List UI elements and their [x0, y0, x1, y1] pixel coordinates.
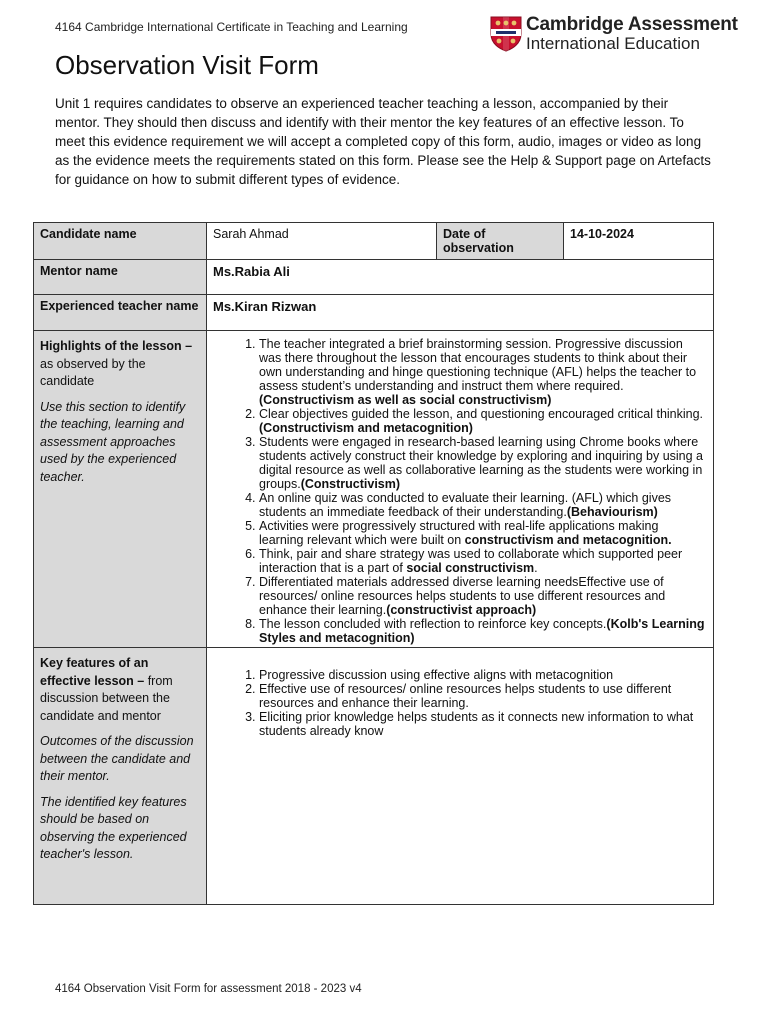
- footer-text: 4164 Observation Visit Form for assessment 2018 - 2023 v4: [55, 983, 362, 995]
- list-item: 6. Think, pair and share strategy was used to collaborate which supported peer interaction that is a part of social constructivism.: [259, 547, 705, 575]
- key-features-heading: [40, 655, 200, 725]
- key-features-heading-bold: Key features of an effective lesson –: [40, 656, 149, 688]
- logo-text-line1: Cambridge Assessment: [526, 14, 738, 35]
- highlights-note: Use this section to identify the teaching, learning and assessment approaches used by the experienced teacher.: [40, 399, 186, 484]
- key-features-note-2: The identified key features should be based on observing the experienced teacher's lesson.: [40, 794, 187, 861]
- list-item: 3. Eliciting prior knowledge helps students as it connects new information to what students already know: [259, 710, 705, 738]
- list-item: 8. The lesson concluded with reflection to reinforce key concepts.(Kolb's Learning Styles and metacognition): [259, 617, 705, 645]
- date-of-observation-label: Date of observation: [437, 223, 564, 260]
- page-title: Observation Visit Form: [55, 50, 319, 80]
- observation-form-table: [33, 222, 714, 905]
- highlights-heading-bold: Highlights of the lesson –: [40, 339, 193, 353]
- highlights-content-cell: [207, 331, 714, 648]
- key-features-heading-rest: from discussion between the candidate and mentor: [40, 673, 173, 723]
- list-item: 3. Students were engaged in research-based learning using Chrome books where students actively construct their knowledge by exploring and inquiring by using a digital resource as well as collaborative learning as the students were working in groups.(Constructivism): [259, 435, 705, 491]
- date-of-observation-value: 14-10-2024: [564, 223, 714, 260]
- key-features-note-1: Outcomes of the discussion between the candidate and their mentor.: [40, 734, 194, 783]
- highlights-heading: [40, 338, 200, 391]
- highlights-heading-rest: as observed by the candidate: [40, 356, 146, 388]
- list-item: 7. Differentiated materials addressed diverse learning needsEffective use of resources/ online resources helps students to use different resources and enhance their learning.(constructivist approach): [259, 575, 705, 617]
- candidate-name-label: Candidate name: [34, 223, 207, 260]
- cambridge-logo: [490, 14, 738, 54]
- list-item: 5. Activities were progressively structured with real-life applications making learning relevant which were built on constructivism and metacognition.: [259, 519, 705, 547]
- highlights-label-cell: [34, 331, 207, 648]
- list-item: 2. Clear objectives guided the lesson, and questioning encouraged critical thinking.(Constructivism and metacognition): [259, 407, 705, 435]
- list-item: 4. An online quiz was conducted to evaluate their learning. (AFL) which gives students an immediate feedback of their understanding.(Behaviourism): [259, 491, 705, 519]
- experienced-teacher-label: Experienced teacher name: [34, 295, 207, 331]
- list-item: 1. The teacher integrated a brief brainstorming session. Progressive discussion was there throughout the lesson that encourages students to think about their own understanding and hinge questioning technique (AFL) helps the teacher to assess student’s understanding and instruct them where required. (Constructivism as well as social constructivism): [259, 337, 705, 407]
- highlights-list: [207, 337, 705, 645]
- experienced-teacher-value: Ms.Kiran Rizwan: [207, 295, 714, 331]
- mentor-name-value: Ms.Rabia Ali: [207, 260, 714, 295]
- list-item: 2. Effective use of resources/ online resources helps students to use different resources and enhance their learning.: [259, 682, 705, 710]
- logo-text-line2: International Education: [526, 34, 700, 53]
- key-features-list: [207, 668, 705, 738]
- mentor-name-label: Mentor name: [34, 260, 207, 295]
- key-features-label-cell: [34, 648, 207, 905]
- intro-paragraph: Unit 1 requires candidates to observe an experienced teacher teaching a lesson, accompanied by their mentor. They should then discuss and identify with their mentor the key features of an effective lesson. To meet this evidence requirement we will accept a completed copy of this form, audio, images or video as long as the evidence meets the requirements stated on this form. Please see the Help & Support page on Artefacts for guidance on how to submit different types of evidence.: [55, 96, 711, 187]
- key-features-content-cell: [207, 648, 714, 905]
- cambridge-shield-icon: [490, 16, 522, 52]
- list-item: 1. Progressive discussion using effective aligns with metacognition: [259, 668, 705, 682]
- candidate-name-value: Sarah Ahmad: [207, 223, 437, 260]
- certificate-title: 4164 Cambridge International Certificate in Teaching and Learning: [55, 20, 408, 34]
